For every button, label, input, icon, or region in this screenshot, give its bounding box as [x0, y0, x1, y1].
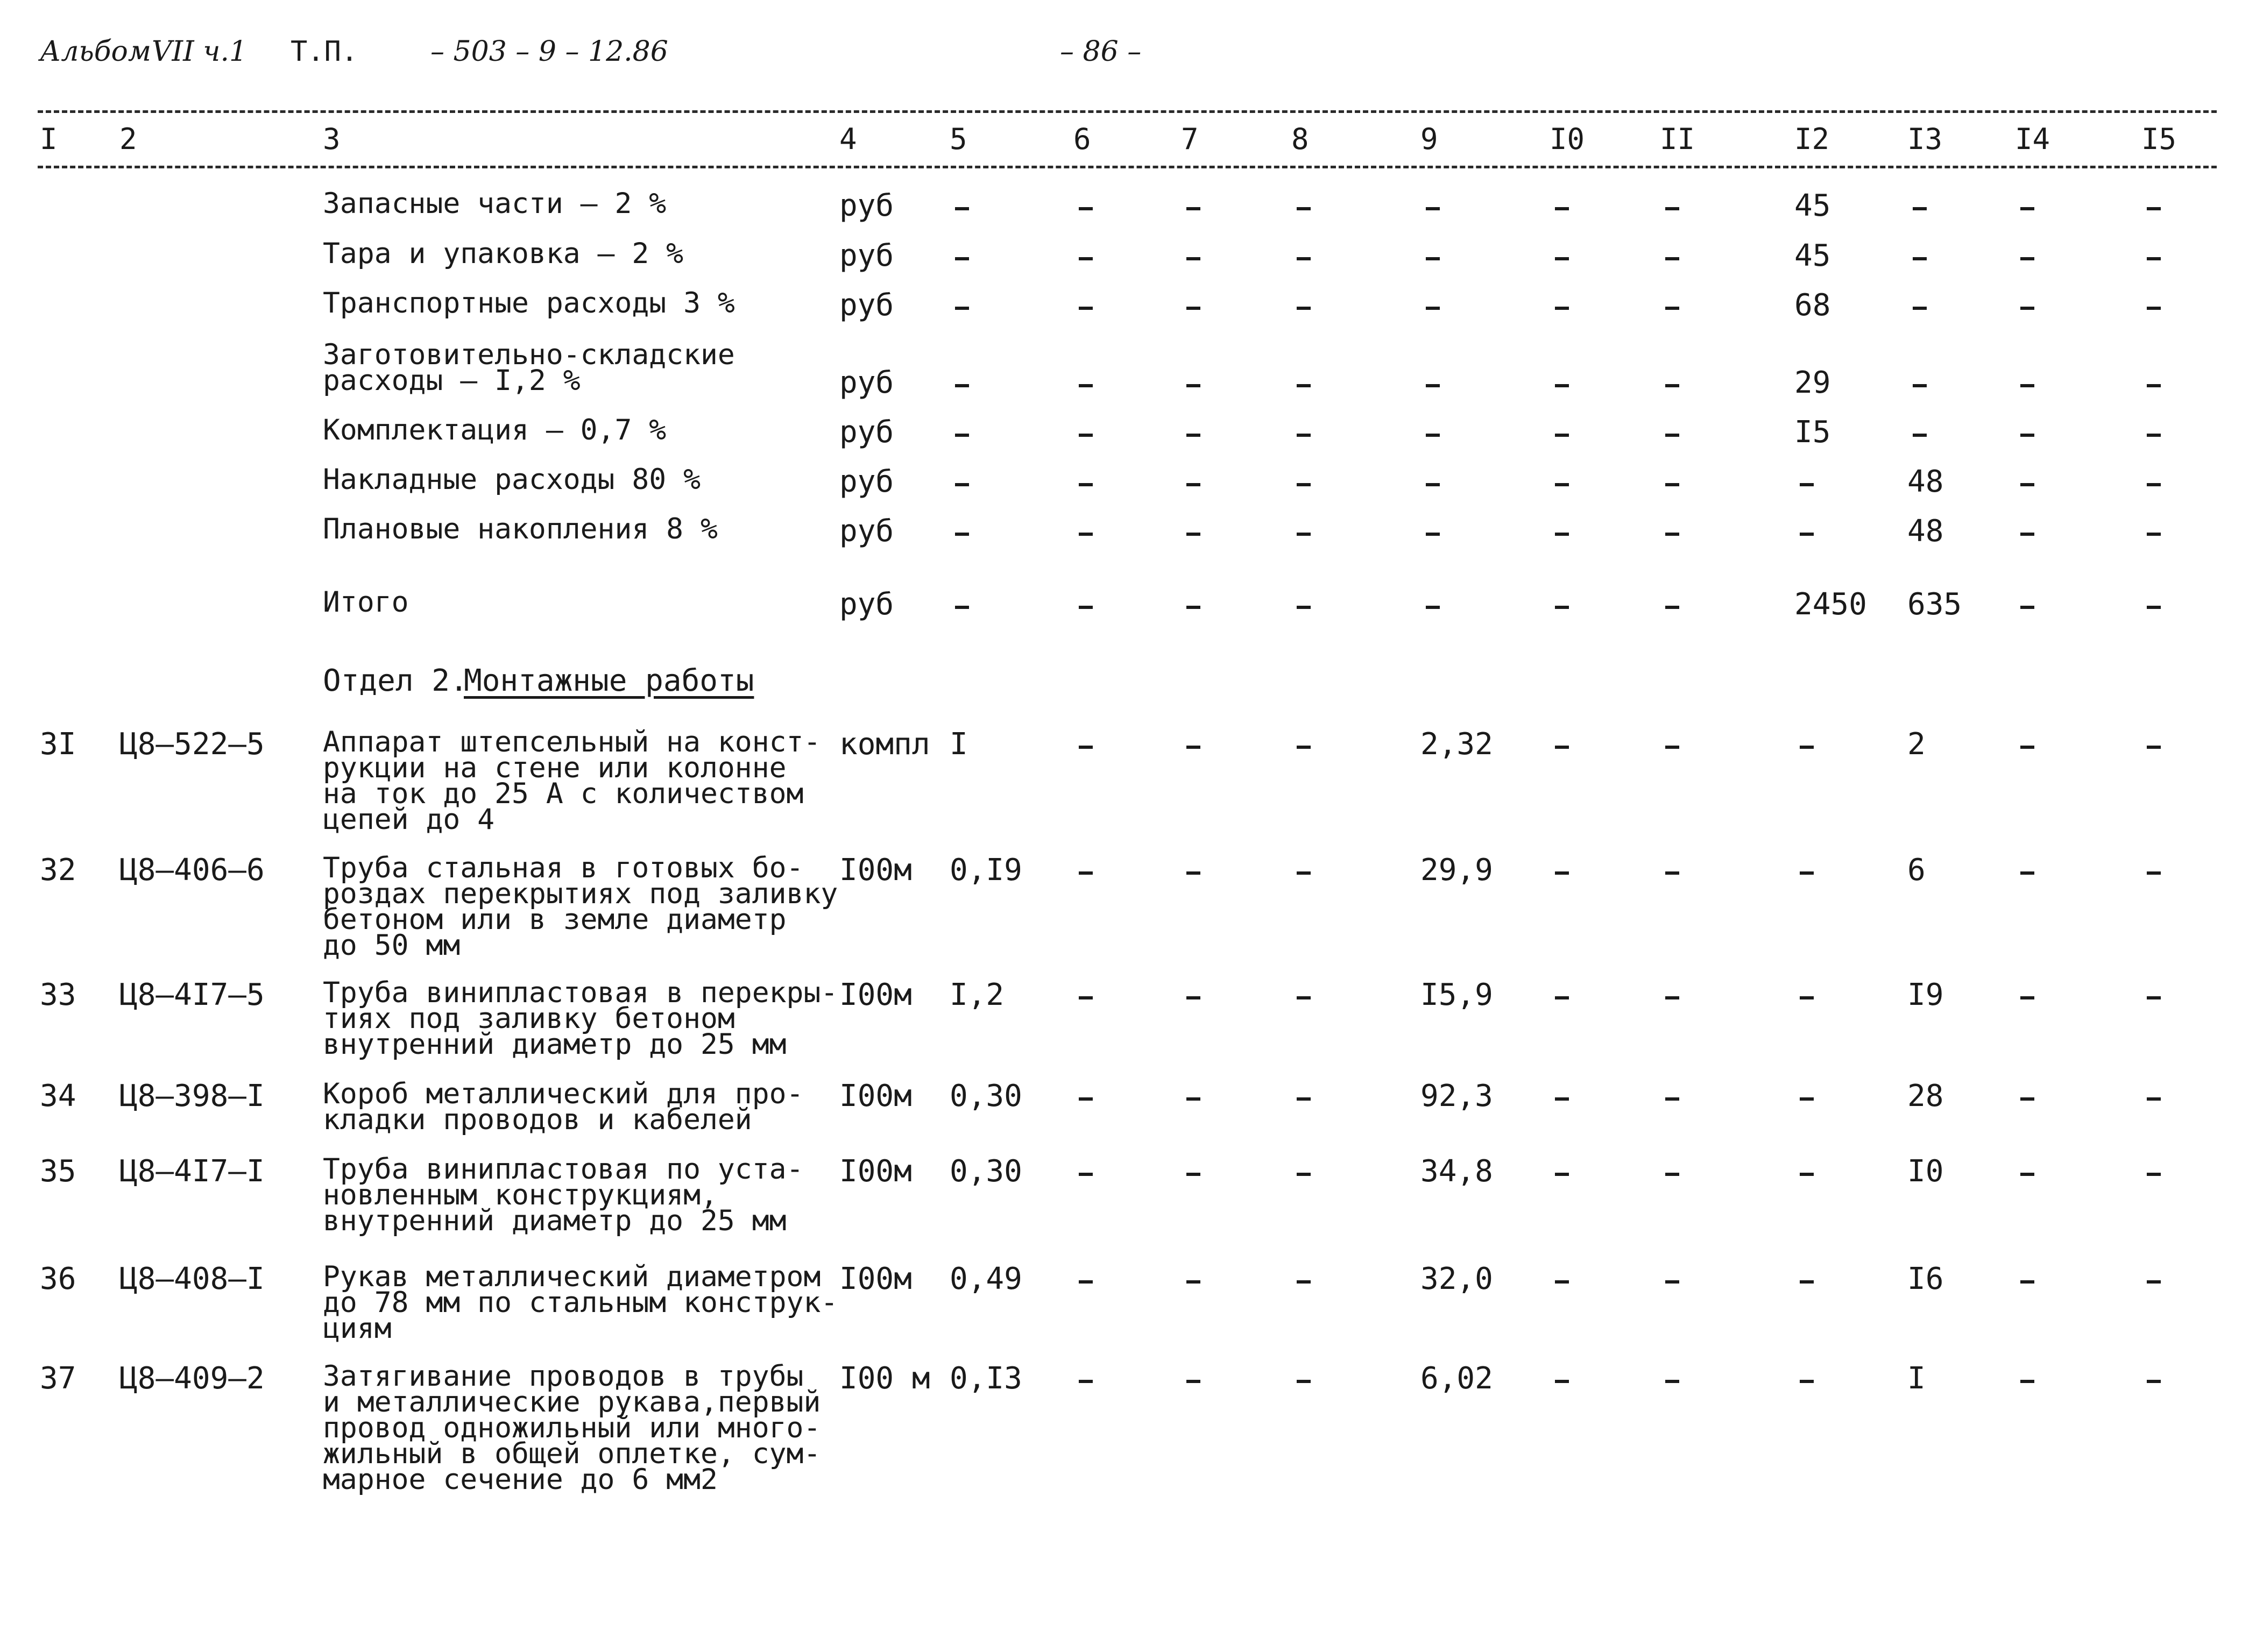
unit-cell: руб	[839, 514, 894, 549]
description-line: до 78 мм по стальным конструк-	[323, 1286, 838, 1319]
dash-mark	[955, 483, 969, 486]
dash-mark	[1665, 384, 1679, 387]
tp-label: Т.П.	[291, 36, 358, 68]
dash-mark	[1665, 1173, 1679, 1176]
dash-mark	[1665, 533, 1679, 536]
dash-mark	[1186, 207, 1200, 210]
description-line: Накладные расходы 80 %	[323, 463, 701, 496]
description-line: Короб металлический для про-	[323, 1077, 804, 1110]
dash-mark	[2147, 1173, 2161, 1176]
dash-mark	[1079, 434, 1093, 437]
dash-mark	[2147, 207, 2161, 210]
dash-mark	[1665, 746, 1679, 749]
header-bottom-rule	[38, 166, 2217, 168]
dash-mark	[2020, 434, 2034, 437]
dash-mark	[1800, 1280, 1814, 1284]
unit-cell: руб	[839, 188, 894, 223]
dash-mark	[1186, 384, 1200, 387]
unit-cell: I00 м	[839, 1361, 930, 1396]
dash-mark	[1665, 606, 1679, 609]
unit-cell: руб	[839, 238, 894, 273]
unit-cell: руб	[839, 587, 894, 622]
description-line: Плановые накопления 8 %	[323, 513, 718, 545]
dash-mark	[1186, 996, 1200, 999]
value-cell: I6	[1907, 1261, 1944, 1296]
dash-mark	[955, 533, 969, 536]
header-top-rule	[38, 110, 2217, 113]
value-cell: 28	[1907, 1079, 1944, 1114]
unit-cell: I00м	[839, 853, 912, 888]
dash-mark	[1186, 606, 1200, 609]
value-cell: I	[950, 727, 968, 762]
description-line: цепей до 4	[323, 803, 495, 836]
dash-mark	[1800, 871, 1814, 875]
unit-cell: I00м	[839, 977, 912, 1012]
column-number: 3	[323, 122, 341, 156]
dash-mark	[1186, 871, 1200, 875]
description-line: Затягивание проводов в трубы	[323, 1360, 804, 1393]
dash-mark	[1913, 307, 1927, 310]
price-code: Ц8–409–2	[119, 1361, 265, 1396]
row-number: 32	[40, 853, 76, 888]
dash-mark	[1800, 483, 1814, 486]
dash-mark	[1297, 533, 1311, 536]
price-code: Ц8–4I7–I	[119, 1154, 265, 1189]
dash-mark	[2147, 1380, 2161, 1383]
dash-mark	[1555, 207, 1569, 210]
dash-mark	[2147, 434, 2161, 437]
description-line: марное сечение до 6 мм2	[323, 1463, 718, 1496]
dash-mark	[1186, 434, 1200, 437]
value-cell: I0	[1907, 1154, 1944, 1189]
dash-mark	[1555, 307, 1569, 310]
dash-mark	[1555, 1380, 1569, 1383]
dash-mark	[1665, 1280, 1679, 1284]
column-number: I4	[2015, 122, 2050, 156]
dash-mark	[2020, 384, 2034, 387]
dash-mark	[1555, 871, 1569, 875]
column-number: I2	[1794, 122, 1830, 156]
description-line: роздах перекрытиях под заливку	[323, 877, 838, 910]
column-number: 5	[950, 122, 967, 156]
description-line: тиях под заливку бетоном	[323, 1002, 735, 1035]
dash-mark	[2020, 1097, 2034, 1101]
description-line: бетоном или в земле диаметр	[323, 903, 787, 936]
dash-mark	[1426, 207, 1440, 210]
dash-mark	[1665, 1380, 1679, 1383]
dash-mark	[2020, 207, 2034, 210]
dash-mark	[1297, 746, 1311, 749]
column-number: I0	[1550, 122, 1585, 156]
dash-mark	[2020, 483, 2034, 486]
dash-mark	[1665, 257, 1679, 260]
dash-mark	[1079, 606, 1093, 609]
description-line: кладки проводов и кабелей	[323, 1103, 752, 1136]
dash-mark	[1297, 871, 1311, 875]
value-cell: 6,02	[1420, 1361, 1493, 1396]
dash-mark	[1079, 871, 1093, 875]
value-cell: 2,32	[1420, 727, 1493, 762]
unit-cell: руб	[839, 415, 894, 450]
description-line: новленным конструкциям,	[323, 1179, 718, 1211]
unit-cell: I00м	[839, 1261, 912, 1296]
dash-mark	[1665, 434, 1679, 437]
dash-mark	[1555, 1097, 1569, 1101]
price-code: Ц8–4I7–5	[119, 977, 265, 1012]
dash-mark	[2020, 307, 2034, 310]
dash-mark	[1079, 307, 1093, 310]
dash-mark	[1555, 606, 1569, 609]
description-line: Труба винипластовая по уста-	[323, 1153, 804, 1186]
dash-mark	[2020, 533, 2034, 536]
dash-mark	[2147, 871, 2161, 875]
value-cell: 34,8	[1420, 1154, 1493, 1189]
value-cell: 29	[1794, 365, 1831, 400]
dash-mark	[1186, 483, 1200, 486]
dash-mark	[2147, 533, 2161, 536]
row-number: 37	[40, 1361, 76, 1396]
row-number: 36	[40, 1261, 76, 1296]
dash-mark	[1800, 1173, 1814, 1176]
column-number: 6	[1073, 122, 1091, 156]
dash-mark	[1555, 533, 1569, 536]
project-code: – 503 – 9 – 12.86	[430, 36, 668, 68]
dash-mark	[1800, 1097, 1814, 1101]
dash-mark	[1426, 257, 1440, 260]
dash-mark	[955, 606, 969, 609]
description-line: до 50 мм	[323, 929, 461, 962]
value-cell: 6	[1907, 853, 1926, 888]
description-line: циям	[323, 1312, 392, 1345]
dash-mark	[1913, 434, 1927, 437]
unit-cell: руб	[839, 365, 894, 400]
dash-mark	[1555, 434, 1569, 437]
row-number: 35	[40, 1154, 76, 1189]
dash-mark	[1913, 384, 1927, 387]
dash-mark	[2020, 996, 2034, 999]
description-line: рукции на стене или колонне	[323, 751, 787, 784]
value-cell: 68	[1794, 288, 1831, 323]
value-cell: 32,0	[1420, 1261, 1493, 1296]
value-cell: 635	[1907, 587, 1962, 622]
dash-mark	[1079, 384, 1093, 387]
dash-mark	[2147, 746, 2161, 749]
price-code: Ц8–522–5	[119, 727, 265, 762]
row-number: 3I	[40, 727, 76, 762]
dash-mark	[1079, 1097, 1093, 1101]
dash-mark	[2020, 871, 2034, 875]
dash-mark	[1555, 746, 1569, 749]
description-line: Запасные части – 2 %	[323, 187, 667, 220]
value-cell: 0,30	[950, 1154, 1022, 1189]
dash-mark	[2020, 257, 2034, 260]
dash-mark	[1079, 1380, 1093, 1383]
description-line: на ток до 25 А с количеством	[323, 777, 804, 810]
dash-mark	[1665, 307, 1679, 310]
album-volume: VII ч.1	[152, 36, 247, 68]
description-line: провод одножильный или много-	[323, 1412, 821, 1444]
description-line: и металлические рукава,первый	[323, 1386, 821, 1419]
description-line: Транспортные расходы 3 %	[323, 287, 735, 320]
price-code: Ц8–406–6	[119, 853, 265, 888]
unit-cell: I00м	[839, 1079, 912, 1114]
dash-mark	[1297, 996, 1311, 999]
dash-mark	[1297, 257, 1311, 260]
value-cell: I5,9	[1420, 977, 1493, 1012]
dash-mark	[1426, 434, 1440, 437]
dash-mark	[1426, 533, 1440, 536]
value-cell: I9	[1907, 977, 1944, 1012]
column-number: 8	[1291, 122, 1309, 156]
dash-mark	[1555, 257, 1569, 260]
description-line: Труба стальная в готовых бо-	[323, 852, 804, 884]
dash-mark	[1297, 483, 1311, 486]
dash-mark	[1913, 257, 1927, 260]
dash-mark	[2147, 996, 2161, 999]
dash-mark	[955, 384, 969, 387]
dash-mark	[1800, 996, 1814, 999]
page-number: – 86 –	[1060, 36, 1142, 68]
value-cell: 2450	[1794, 587, 1867, 622]
price-code: Ц8–408–I	[119, 1261, 265, 1296]
description-line: внутренний диаметр до 25 мм	[323, 1028, 787, 1061]
value-cell: I5	[1794, 415, 1831, 450]
value-cell: 0,I9	[950, 853, 1022, 888]
dash-mark	[1665, 1097, 1679, 1101]
unit-cell: I00м	[839, 1154, 912, 1189]
dash-mark	[955, 257, 969, 260]
dash-mark	[1426, 606, 1440, 609]
dash-mark	[1079, 257, 1093, 260]
dash-mark	[1800, 746, 1814, 749]
dash-mark	[1079, 533, 1093, 536]
dash-mark	[1297, 1280, 1311, 1284]
dash-mark	[1297, 384, 1311, 387]
dash-mark	[1297, 434, 1311, 437]
dash-mark	[1297, 307, 1311, 310]
value-cell: 48	[1907, 514, 1944, 549]
dash-mark	[1665, 483, 1679, 486]
dash-mark	[1079, 996, 1093, 999]
description-line: Труба винипластовая в перекры-	[323, 976, 838, 1009]
dash-mark	[1665, 871, 1679, 875]
album-label: Альбом	[40, 36, 151, 68]
dash-mark	[1186, 257, 1200, 260]
column-number: II	[1660, 122, 1695, 156]
column-number: 4	[839, 122, 857, 156]
value-cell: 0,30	[950, 1079, 1022, 1114]
dash-mark	[1297, 1173, 1311, 1176]
dash-mark	[1665, 996, 1679, 999]
dash-mark	[2147, 307, 2161, 310]
dash-mark	[1186, 1097, 1200, 1101]
value-cell: I	[1907, 1361, 1926, 1396]
row-number: 34	[40, 1079, 76, 1114]
value-cell: 0,49	[950, 1261, 1022, 1296]
dash-mark	[1555, 384, 1569, 387]
dash-mark	[2020, 1380, 2034, 1383]
description-line: Аппарат штепсельный на конст-	[323, 726, 821, 758]
section-title: Монтажные работы	[464, 663, 754, 698]
value-cell: 45	[1794, 238, 1831, 273]
value-cell: 29,9	[1420, 853, 1493, 888]
description-line: жильный в общей оплетке, сум-	[323, 1437, 821, 1470]
dash-mark	[1297, 1380, 1311, 1383]
dash-mark	[1079, 746, 1093, 749]
value-cell: 0,I3	[950, 1361, 1022, 1396]
dash-mark	[2147, 384, 2161, 387]
column-number: 7	[1181, 122, 1199, 156]
dash-mark	[2147, 483, 2161, 486]
dash-mark	[1555, 483, 1569, 486]
dash-mark	[2020, 746, 2034, 749]
description-line: Итого	[323, 586, 409, 619]
dash-mark	[2147, 257, 2161, 260]
row-number: 33	[40, 977, 76, 1012]
dash-mark	[1186, 1280, 1200, 1284]
dash-mark	[1426, 483, 1440, 486]
dash-mark	[2020, 606, 2034, 609]
section-prefix: Отдел 2.	[323, 663, 468, 698]
dash-mark	[2020, 1280, 2034, 1284]
dash-mark	[1426, 384, 1440, 387]
value-cell: 92,3	[1420, 1079, 1493, 1114]
value-cell: 2	[1907, 727, 1926, 762]
dash-mark	[1665, 207, 1679, 210]
dash-mark	[1426, 307, 1440, 310]
unit-cell: компл	[839, 727, 930, 762]
description-line: Рукав металлический диаметром	[323, 1260, 821, 1293]
unit-cell: руб	[839, 288, 894, 323]
description-line: расходы – I,2 %	[323, 364, 581, 397]
dash-mark	[2147, 1280, 2161, 1284]
dash-mark	[1555, 996, 1569, 999]
dash-mark	[1186, 1173, 1200, 1176]
dash-mark	[1079, 1173, 1093, 1176]
value-cell: 45	[1794, 188, 1831, 223]
unit-cell: руб	[839, 464, 894, 499]
dash-mark	[2020, 1173, 2034, 1176]
dash-mark	[1297, 207, 1311, 210]
dash-mark	[2147, 1097, 2161, 1101]
dash-mark	[1186, 307, 1200, 310]
column-number: I	[40, 122, 58, 156]
dash-mark	[1555, 1173, 1569, 1176]
dash-mark	[1079, 1280, 1093, 1284]
dash-mark	[955, 207, 969, 210]
dash-mark	[1800, 1380, 1814, 1383]
price-code: Ц8–398–I	[119, 1079, 265, 1114]
column-number: 2	[119, 122, 137, 156]
dash-mark	[2147, 606, 2161, 609]
description-line: Заготовительно-складские	[323, 338, 735, 371]
dash-mark	[1297, 1097, 1311, 1101]
value-cell: I,2	[950, 977, 1005, 1012]
dash-mark	[955, 434, 969, 437]
description-line: Комплектация – 0,7 %	[323, 414, 667, 446]
description-line: Тара и упаковка – 2 %	[323, 237, 684, 270]
dash-mark	[1186, 746, 1200, 749]
dash-mark	[955, 307, 969, 310]
dash-mark	[1555, 1280, 1569, 1284]
dash-mark	[1800, 533, 1814, 536]
column-number: I3	[1907, 122, 1943, 156]
dash-mark	[1186, 533, 1200, 536]
dash-mark	[1297, 606, 1311, 609]
dash-mark	[1079, 483, 1093, 486]
description-line: внутренний диаметр до 25 мм	[323, 1204, 787, 1237]
column-number: I5	[2141, 122, 2177, 156]
dash-mark	[1186, 1380, 1200, 1383]
dash-mark	[1079, 207, 1093, 210]
value-cell: 48	[1907, 464, 1944, 499]
column-number: 9	[1420, 122, 1438, 156]
dash-mark	[1913, 207, 1927, 210]
